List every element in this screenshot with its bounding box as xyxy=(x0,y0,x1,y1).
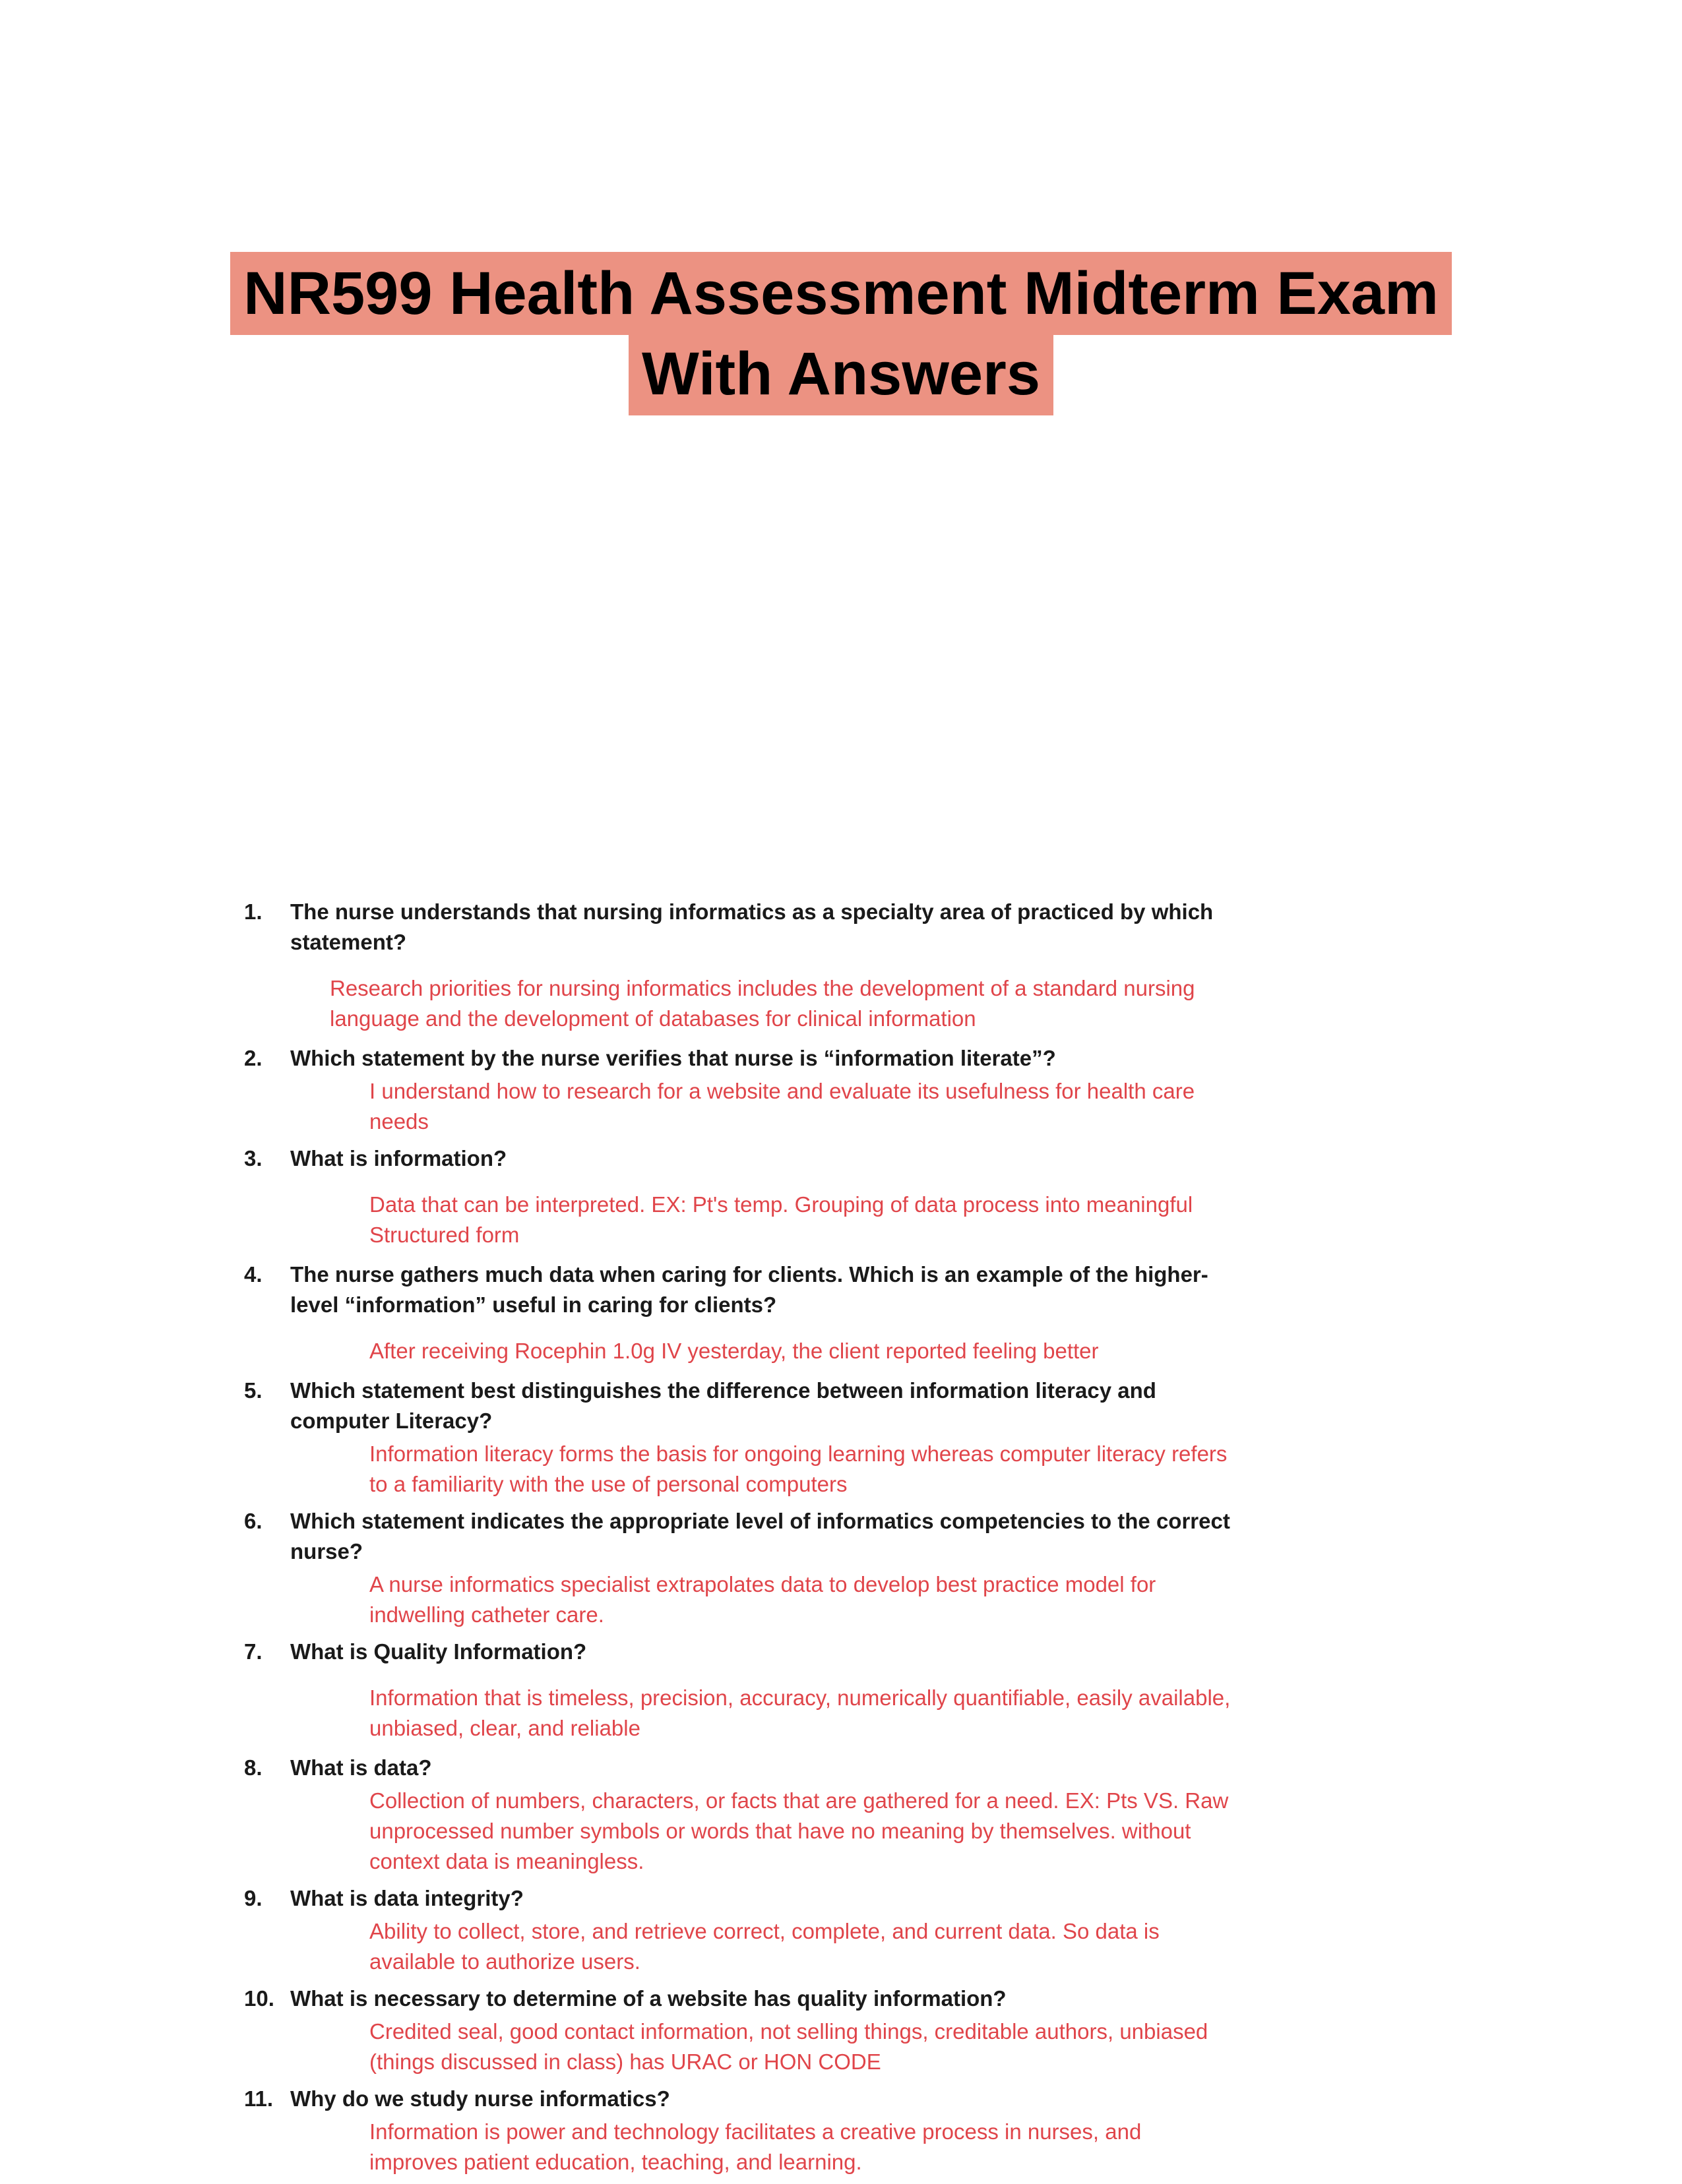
question-item-8 xyxy=(244,1753,1247,1877)
question-list xyxy=(244,897,1247,2184)
question-text: What is data integrity? xyxy=(290,1886,524,1910)
question-item-2 xyxy=(244,1043,1247,1137)
question-number: 4. xyxy=(244,1262,263,1287)
question-number: 1. xyxy=(244,899,263,924)
answer-text: After receiving Rocephin 1.0g IV yesterday, the client reported feeling better xyxy=(369,1339,1099,1363)
answer-text: Credited seal, good contact information, not selling things, creditable authors, unbiased (things discussed in class) has URAC or HON CODE xyxy=(369,2019,1208,2074)
answer-text: Research priorities for nursing informatics includes the development of a standard nursing language and the development of databases for clinical information xyxy=(330,976,1195,1031)
title-line-2: With Answers xyxy=(629,332,1053,415)
question-number: 11. xyxy=(244,2086,274,2111)
question-number: 6. xyxy=(244,1509,263,1533)
answer-text: Information that is timeless, precision, accuracy, numerically quantifiable, easily available, unbiased, clear, and reliable xyxy=(369,1685,1231,1740)
question-item-1 xyxy=(244,897,1247,1034)
question-item-6 xyxy=(244,1506,1247,1630)
answer-text: Collection of numbers, characters, or facts that are gathered for a need. EX: Pts VS. Raw unprocessed number symbols or words that have no meaning by themselves. without context data is meaningless. xyxy=(369,1788,1229,1873)
question-text: Which statement indicates the appropriate level of informatics competencies to the correct nurse? xyxy=(290,1509,1230,1563)
question-number: 10. xyxy=(244,1986,274,2011)
question-item-7 xyxy=(244,1637,1247,1744)
answer-text: I understand how to research for a website and evaluate its usefulness for health care needs xyxy=(369,1079,1195,1134)
question-item-4 xyxy=(244,1259,1247,1366)
question-item-9 xyxy=(244,1883,1247,1977)
question-number: 5. xyxy=(244,1378,263,1403)
question-text: What is necessary to determine of a website has quality information? xyxy=(290,1986,1007,2011)
question-item-3 xyxy=(244,1143,1247,1250)
question-text: What is information? xyxy=(290,1146,507,1170)
question-text: What is data? xyxy=(290,1755,432,1780)
question-item-11 xyxy=(244,2084,1247,2177)
question-text: Why do we study nurse informatics? xyxy=(290,2086,670,2111)
answer-text: Information is power and technology facilitates a creative process in nurses, and improves patient education, teaching, and learning. xyxy=(369,2119,1142,2174)
question-text: The nurse understands that nursing informatics as a specialty area of practiced by which statement? xyxy=(290,899,1214,954)
question-number: 2. xyxy=(244,1046,263,1070)
question-text: What is Quality Information? xyxy=(290,1639,587,1664)
question-item-10 xyxy=(244,1984,1247,2077)
question-number: 3. xyxy=(244,1146,263,1170)
answer-text: Ability to collect, store, and retrieve correct, complete, and current data. So data is available to authorize users. xyxy=(369,1919,1160,1974)
question-number: 9. xyxy=(244,1886,263,1910)
answer-text: Information literacy forms the basis for ongoing learning whereas computer literacy refers to a familiarity with the use of personal computers xyxy=(369,1441,1228,1496)
question-text: Which statement best distinguishes the difference between information literacy and computer Literacy? xyxy=(290,1378,1156,1433)
question-number: 8. xyxy=(244,1755,263,1780)
document-title xyxy=(0,252,1682,415)
question-text: Which statement by the nurse verifies that nurse is “information literate”? xyxy=(290,1046,1056,1070)
answer-text: A nurse informatics specialist extrapolates data to develop best practice model for indwelling catheter care. xyxy=(369,1572,1156,1627)
question-item-5 xyxy=(244,1376,1247,1500)
answer-text: Data that can be interpreted. EX: Pt's temp. Grouping of data process into meaningful Structured form xyxy=(369,1192,1193,1247)
title-line-1: NR599 Health Assessment Midterm Exam xyxy=(230,252,1452,335)
question-text: The nurse gathers much data when caring for clients. Which is an example of the higher-level “information” useful in caring for clients? xyxy=(290,1262,1208,1317)
question-number: 7. xyxy=(244,1639,263,1664)
